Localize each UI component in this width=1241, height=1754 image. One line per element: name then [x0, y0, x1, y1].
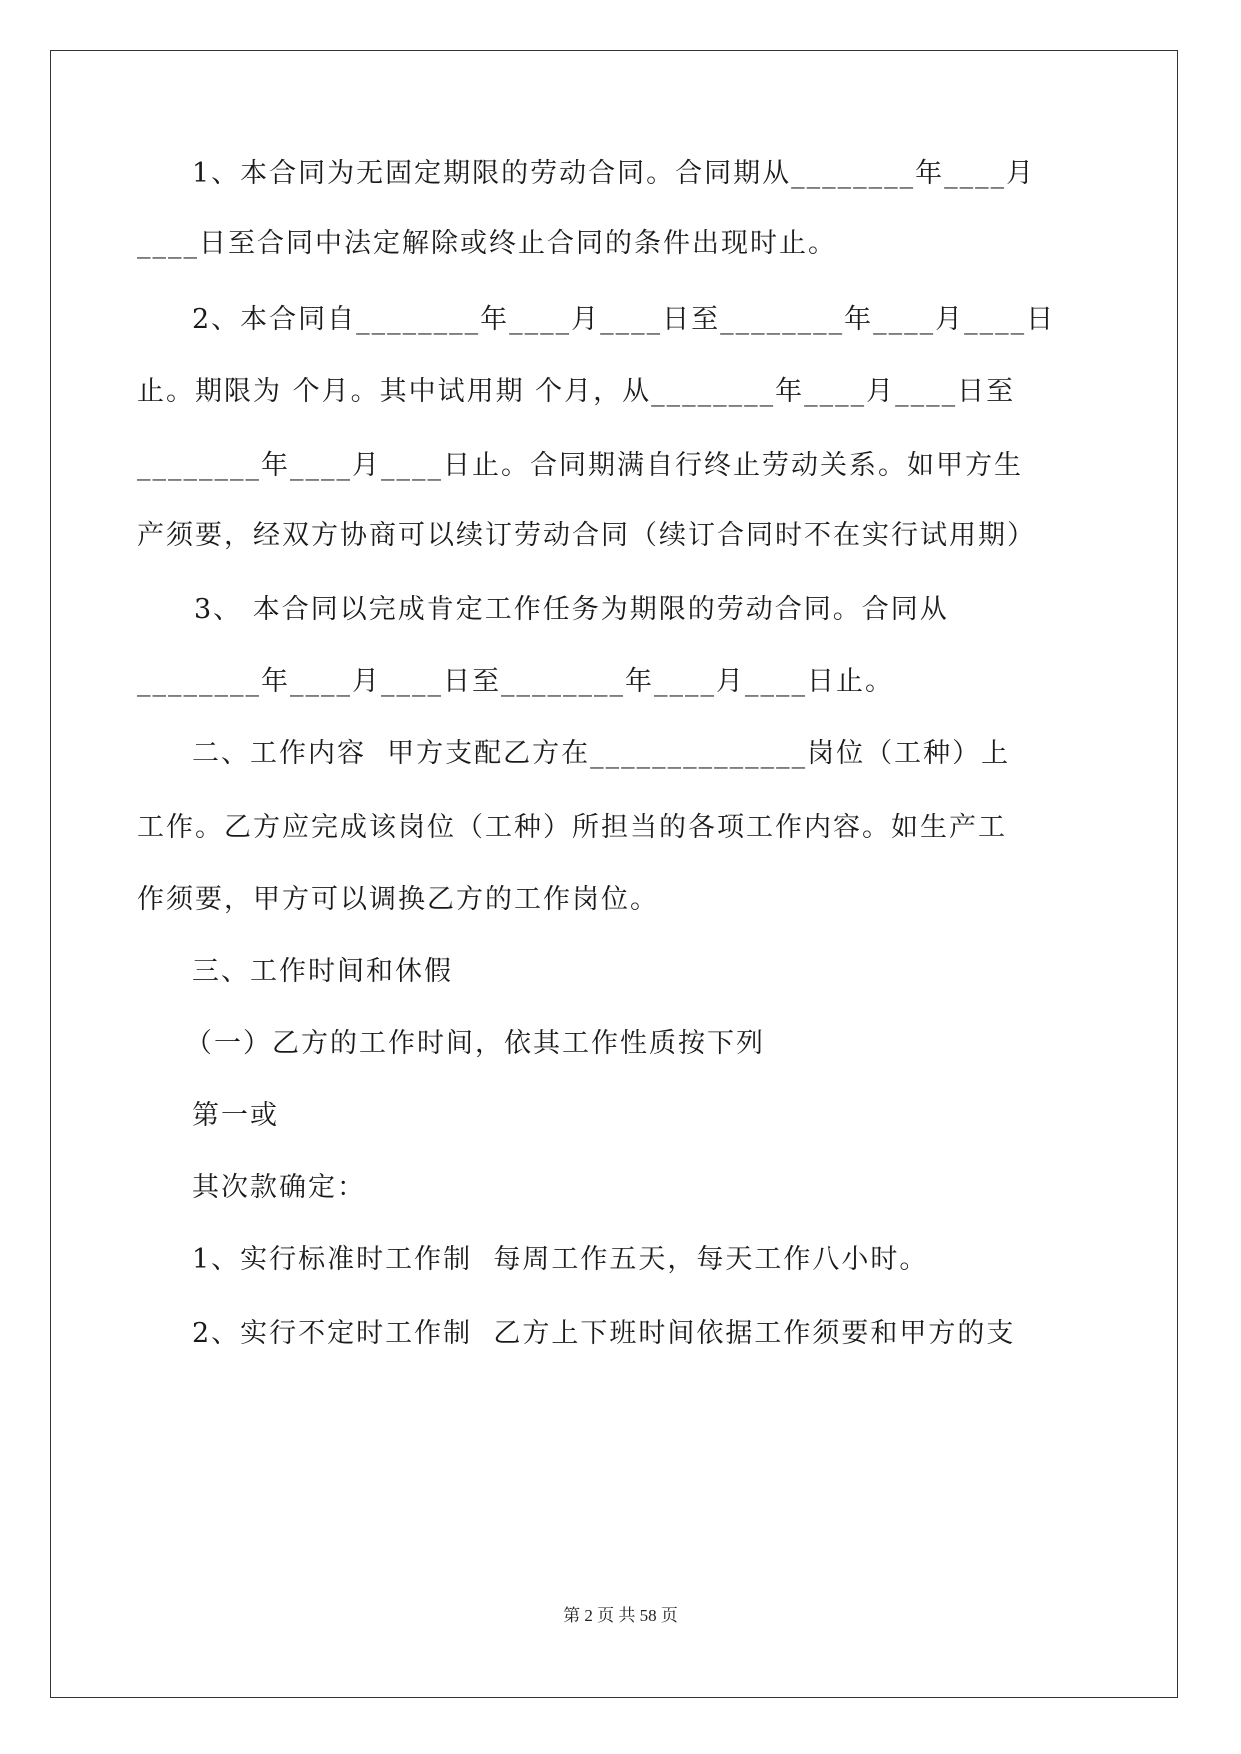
paragraph-line: 产须要，经双方协商可以续订劳动合同（续订合同时不在实行试用期） — [137, 520, 1036, 551]
paragraph-line: （一）乙方的工作时间，依其工作性质按下列 — [185, 1028, 765, 1059]
paragraph-line: 止。期限为 个月。其中试用期 个月，从________年____月____日至 — [137, 376, 1016, 407]
paragraph-line: 1、本合同为无固定期限的劳动合同。合同期从________年____月 — [192, 158, 1036, 189]
paragraph-line: 3、 本合同以完成肯定工作任务为期限的劳动合同。合同从 — [194, 594, 949, 625]
page-border — [50, 50, 1178, 1698]
paragraph-line: 2、实行不定时工作制 乙方上下班时间依据工作须要和甲方的支 — [192, 1318, 1016, 1349]
paragraph-line: ________年____月____日止。合同期满自行终止劳动关系。如甲方生 — [137, 450, 1023, 481]
paragraph-line: 三、工作时间和休假 — [192, 956, 453, 987]
paragraph-line: ____日至合同中法定解除或终止合同的条件出现时止。 — [137, 228, 837, 259]
paragraph-line: 2、本合同自________年____月____日至________年____月____日 — [192, 304, 1056, 335]
paragraph-line: 第一或 — [192, 1100, 279, 1131]
paragraph-line: 其次款确定： — [192, 1172, 366, 1203]
paragraph-line: 1、实行标准时工作制 每周工作五天，每天工作八小时。 — [192, 1244, 929, 1275]
paragraph-line: 二、工作内容 甲方支配乙方在______________岗位（工种）上 — [192, 738, 1011, 769]
paragraph-line: 作须要，甲方可以调换乙方的工作岗位。 — [137, 884, 659, 915]
paragraph-line: 工作。乙方应完成该岗位（工种）所担当的各项工作内容。如生产工 — [137, 812, 1007, 843]
paragraph-line: ________年____月____日至________年____月____日止。 — [137, 666, 894, 697]
page-number-footer: 第 2 页 共 58 页 — [563, 1606, 678, 1625]
